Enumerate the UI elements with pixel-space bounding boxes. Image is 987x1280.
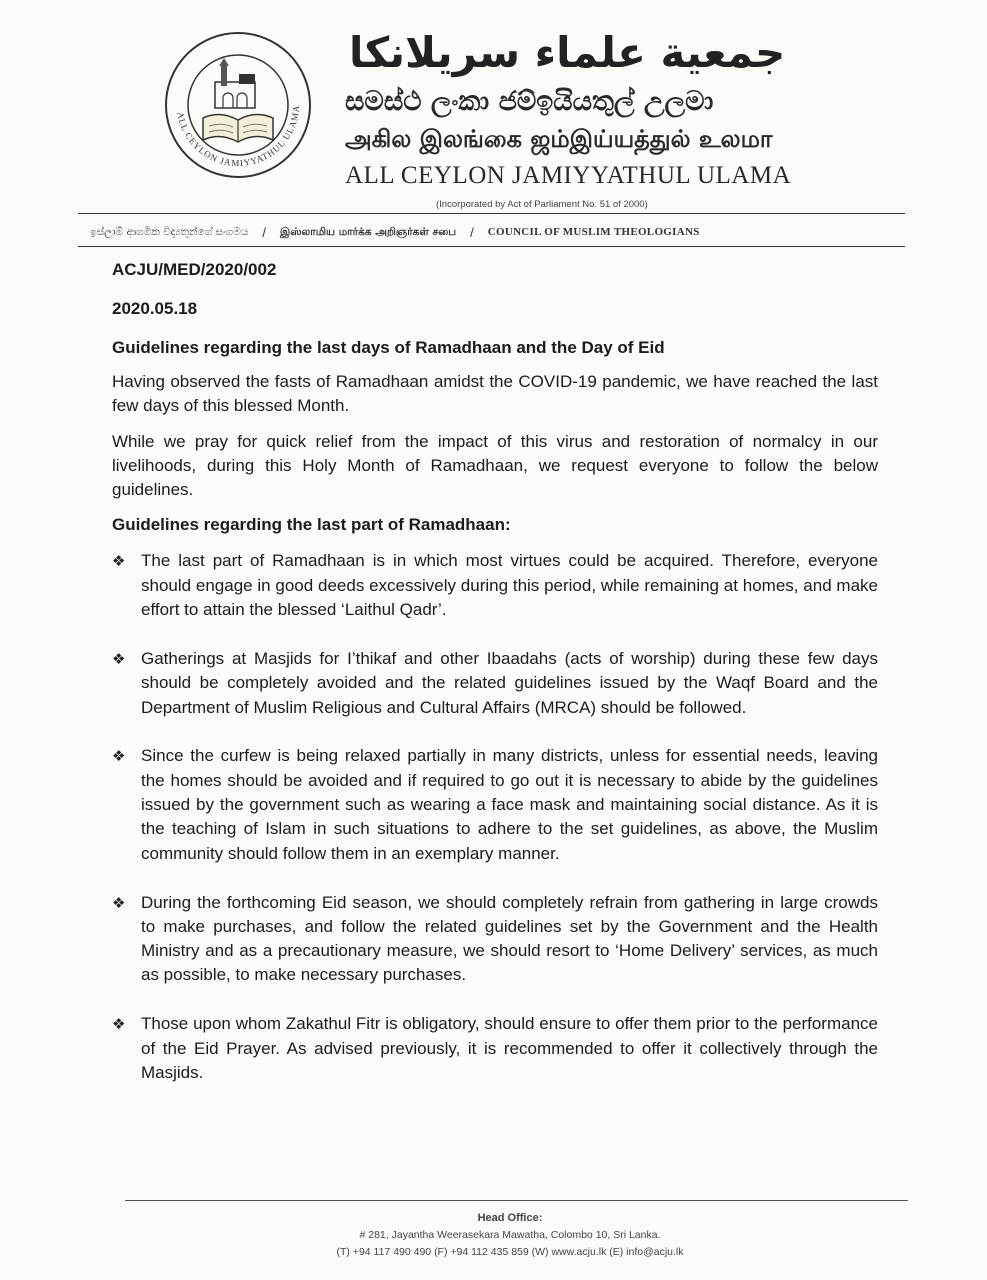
letter-title: Guidelines regarding the last days of Ramadhaan and the Day of Eid (112, 338, 665, 357)
list-item-text: The last part of Ramadhaan is in which most virtues could be acquired. Therefore, everyone should engage in good deeds excessively during this period, while remaining at homes, and make effort to attain the blessed ‘Laithul Qadr’. (141, 551, 878, 620)
tagline-english: COUNCIL OF MUSLIM THEOLOGIANS (487, 226, 700, 238)
footer (200, 1210, 820, 1261)
header-divider-top (78, 213, 905, 214)
tagline-separator: / (262, 224, 267, 240)
tagline-bar (90, 222, 890, 242)
acju-seal-logo (163, 30, 313, 180)
list-item (112, 549, 878, 622)
list-item-text: During the forthcoming Eid season, we should completely refrain from gathering in large crowds to make purchases, and follow the related guidelines set by the Government and the Health Ministry and as a precautionary measure, we should resort to ‘Home Delivery’ services, as much as possible, to make necessary purchases. (141, 892, 878, 985)
tagline-sinhala: ඉස්ලාම් ආගමික විද්‍යතුන්ගේ සංගමය (90, 225, 249, 238)
list-item (112, 1012, 878, 1085)
guidelines-subheading: Guidelines regarding the last part of Ramadhaan: (112, 515, 511, 535)
seal-ring-text: ALL CEYLON JAMIYYATHUL ULAMA (175, 104, 302, 169)
sinhala-name: සමස්ථ ලංකා ජම්ඉයියතුල් උලමා (345, 86, 714, 117)
reference-number: ACJU/MED/2020/002 (112, 260, 277, 279)
arabic-name: جمعية علماء سريلانكا (349, 28, 786, 77)
list-item-text: Since the curfew is being relaxed partially in many districts, unless for essential needs, leaving the homes should be avoided and if required to go out it is necessary to abide by the guidelines issued by the government such as wearing a face mask and maintaining social distance. As it is the teaching of Islam in such situations to adhere to the set guidelines, as above, the Muslim community should follow them in an exemplary manner. (141, 746, 878, 863)
list-item-text: Gatherings at Masjids for I’thikaf and other Ibaadahs (acts of worship) during these few days should be completely avoided and the related guidelines issued by the Waqf Board and the Department of Muslim Religious and Cultural Affairs (MRCA) should be followed. (141, 648, 878, 717)
letter-body (112, 258, 878, 1110)
tagline-tamil: இஸ்லாமிய மார்க்க அறிஞர்கள் சபை (280, 225, 457, 238)
tagline-separator: / (470, 224, 474, 240)
tamil-name: அகில இலங்கை ஜம்இய்யத்துல் உலமா (345, 125, 773, 153)
incorporation-note: (Incorporated by Act of Parliament No. 51 of 2000) (436, 199, 648, 210)
header-divider-bottom (78, 246, 905, 247)
footer-contacts: (T) +94 117 490 490 (F) +94 112 435 859 (W) www.acju.lk (E) info@acju.lk (336, 1246, 684, 1258)
guidelines-list (112, 549, 878, 1085)
paragraph: Having observed the fasts of Ramadhaan amidst the COVID-19 pandemic, we have reached the last few days of this blessed Month. (112, 372, 878, 416)
paragraph: While we pray for quick relief from the impact of this virus and restoration of normalcy in our livelihoods, during this Holy Month of Ramadhaan, we request everyone to follow the below guidelines. (112, 431, 878, 500)
list-item (112, 647, 878, 720)
bullet-diamond-icon: ❖ (112, 747, 126, 766)
footer-divider (125, 1200, 908, 1201)
letter-date: 2020.05.18 (112, 299, 198, 318)
bullet-diamond-icon: ❖ (112, 552, 126, 571)
bullet-diamond-icon: ❖ (112, 1015, 126, 1034)
bullet-diamond-icon: ❖ (112, 649, 126, 668)
list-item (112, 891, 878, 988)
bullet-diamond-icon: ❖ (112, 893, 126, 912)
organization-names (345, 28, 815, 192)
list-item (112, 744, 878, 865)
footer-address: # 281, Jayantha Weerasekara Mawatha, Colombo 10, Sri Lanka. (359, 1229, 661, 1241)
english-name: ALL CEYLON JAMIYYATHUL ULAMA (345, 162, 792, 189)
list-item-text: Those upon whom Zakathul Fitr is obligatory, should ensure to offer them prior to the performance of the Eid Prayer. As advised previously, it is recommended to offer it collectively through the Masjids. (141, 1014, 878, 1082)
footer-heading: Head Office: (477, 1212, 543, 1224)
